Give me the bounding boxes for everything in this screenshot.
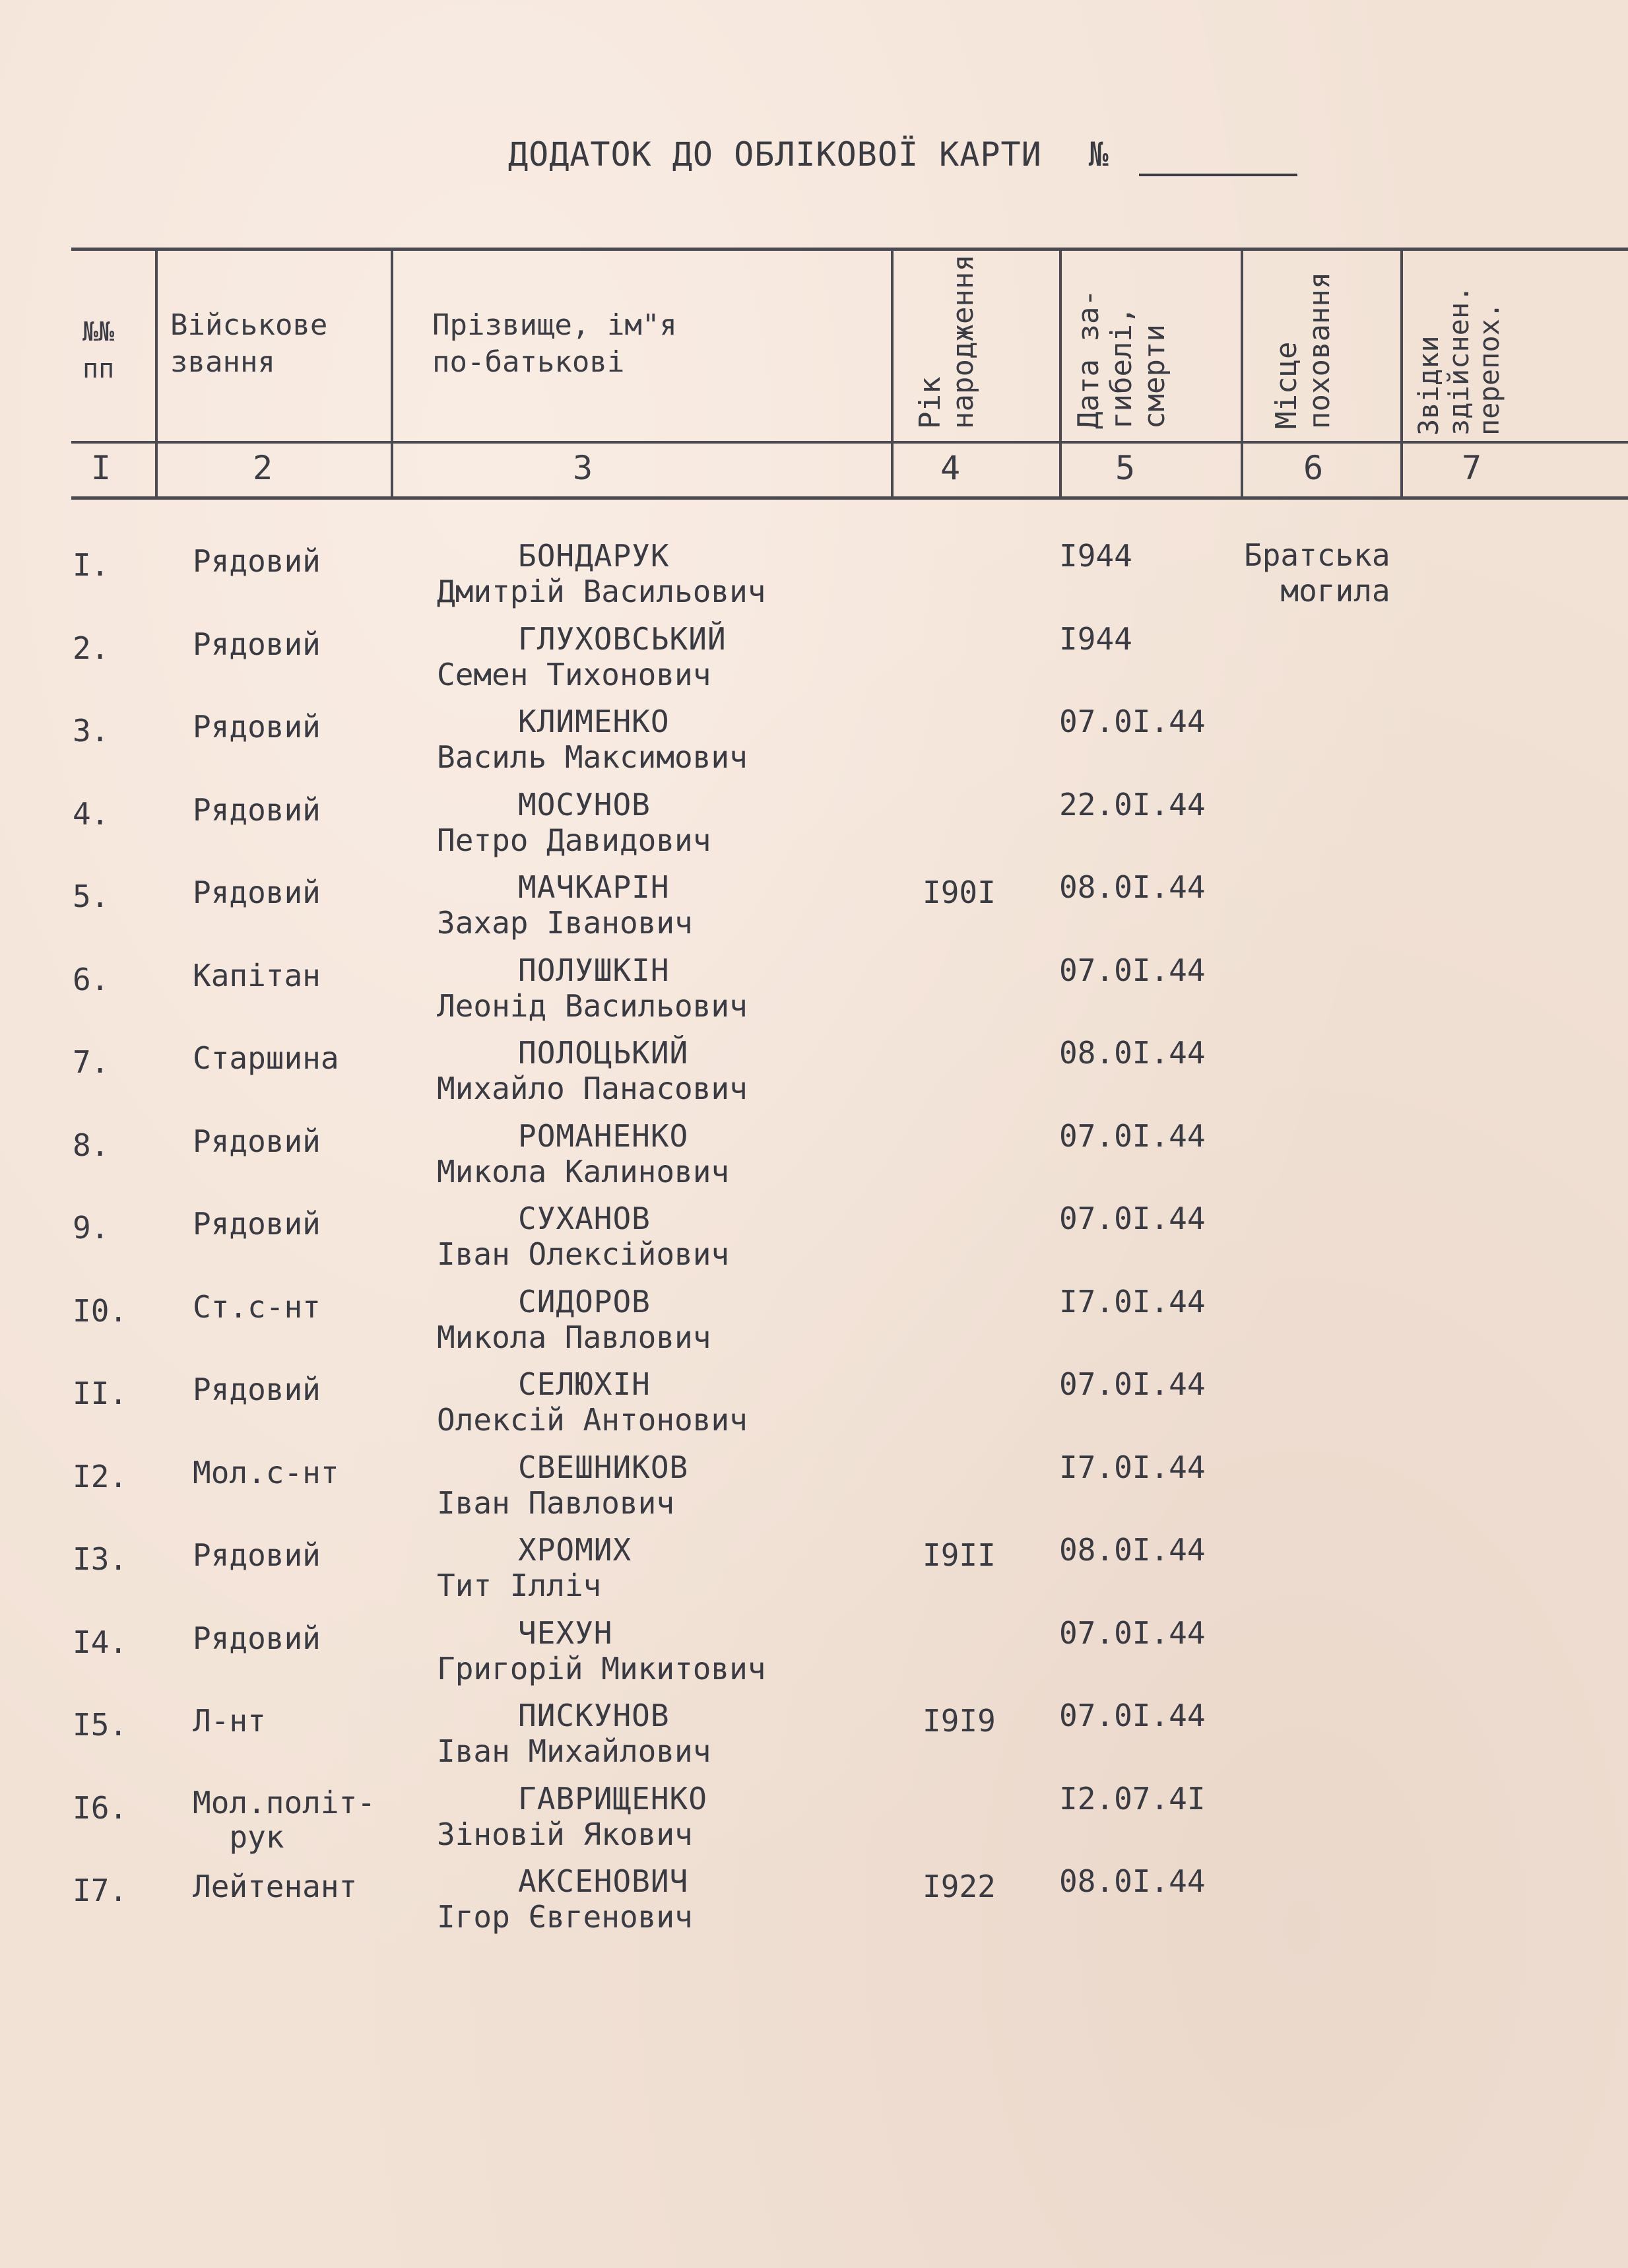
- surname: ПОЛОЦЬКИЙ: [518, 1035, 689, 1071]
- surname: СЕЛЮХІН: [518, 1366, 651, 1402]
- given-name-patronymic: Петро Давидович: [437, 822, 711, 858]
- surname: МАЧКАРІН: [518, 869, 670, 905]
- table-row: [0, 1117, 1628, 1205]
- header-mid-rule: [71, 441, 1628, 444]
- death-date: 07.0I.44: [1059, 952, 1206, 988]
- table-row: [0, 620, 1628, 708]
- table-row: [0, 1283, 1628, 1370]
- header-col-reburial-from: Звідки здійснен. перепох.: [1412, 285, 1505, 436]
- given-name-patronymic: Дмитрій Васильович: [437, 574, 766, 609]
- death-date: 07.0I.44: [1059, 1117, 1206, 1154]
- row-number: 6.: [73, 961, 110, 997]
- header-divider-1: [155, 248, 158, 498]
- military-rank: Рядовий: [193, 791, 321, 828]
- header-divider-2: [391, 248, 393, 498]
- surname: ГАВРИЩЕНКО: [518, 1780, 707, 1817]
- given-name-patronymic: Тит Ілліч: [437, 1568, 602, 1603]
- military-rank: Мол.с-нт: [193, 1454, 339, 1490]
- row-number: 9.: [73, 1210, 110, 1246]
- header-col-number: №№ пп: [82, 317, 115, 384]
- death-date: 08.0I.44: [1059, 1863, 1206, 1899]
- row-number: I0.: [73, 1292, 128, 1329]
- surname: ХРОМИХ: [518, 1532, 632, 1568]
- document-title: [508, 135, 1297, 176]
- row-number: I3.: [73, 1541, 128, 1577]
- military-rank: Рядовий: [193, 626, 321, 662]
- header-top-rule: [71, 248, 1628, 251]
- number-sign: №: [1088, 135, 1109, 174]
- burial-place: Братська могила: [1244, 537, 1390, 609]
- military-rank: Лейтенант: [193, 1869, 358, 1904]
- given-name-patronymic: Василь Максимович: [437, 739, 748, 775]
- death-date: 07.0I.44: [1059, 704, 1206, 739]
- surname: ЧЕХУН: [518, 1615, 613, 1651]
- table-row: [0, 952, 1628, 1039]
- table-row: [0, 869, 1628, 956]
- column-number-3: 3: [573, 449, 593, 487]
- death-date: 08.0I.44: [1059, 869, 1206, 905]
- military-rank: Рядовий: [193, 543, 321, 579]
- row-number: I5.: [73, 1707, 128, 1743]
- given-name-patronymic: Іван Павлович: [437, 1484, 675, 1521]
- military-rank: Рядовий: [193, 1620, 321, 1656]
- column-number-7: 7: [1462, 449, 1482, 487]
- death-date: 07.0I.44: [1059, 1366, 1206, 1402]
- surname: СВЕШНИКОВ: [518, 1449, 689, 1485]
- row-number: 4.: [73, 795, 110, 832]
- table-row: [0, 1201, 1628, 1287]
- header-col-name: Прізвище, ім"я по-батькові: [432, 308, 677, 379]
- column-number-1: I: [91, 449, 112, 487]
- surname: ПИСКУНОВ: [518, 1698, 670, 1733]
- birth-year: I9II: [923, 1537, 996, 1573]
- table-row: [0, 1780, 1628, 1867]
- birth-year: I922: [923, 1869, 996, 1904]
- table-row: [0, 1532, 1628, 1618]
- table-row: [0, 1863, 1628, 1950]
- surname: КЛИМЕНКО: [518, 704, 670, 739]
- table-row: [0, 1035, 1628, 1121]
- column-number-2: 2: [253, 449, 273, 487]
- column-number-5: 5: [1115, 449, 1136, 487]
- surname: БОНДАРУК: [518, 538, 670, 574]
- military-rank: Капітан: [193, 957, 321, 993]
- header-divider-4: [1059, 248, 1062, 498]
- header-divider-3: [891, 248, 894, 498]
- military-rank: Старшина: [193, 1040, 339, 1076]
- given-name-patronymic: Зіновій Якович: [437, 1816, 693, 1852]
- death-date: I944: [1059, 620, 1132, 657]
- death-date: I7.0I.44: [1059, 1449, 1206, 1485]
- military-rank: Мол.політ- рук: [193, 1784, 375, 1855]
- header-col-death-date: Дата за- гибелі, смерти: [1072, 289, 1171, 429]
- card-number-blank: [1139, 135, 1297, 176]
- military-rank: Ст.с-нт: [193, 1288, 321, 1325]
- row-number: 8.: [73, 1127, 110, 1163]
- table-row: [0, 1698, 1628, 1784]
- row-number: I4.: [73, 1624, 128, 1660]
- given-name-patronymic: Ігор Євгенович: [437, 1899, 693, 1935]
- military-rank: Рядовий: [193, 1206, 321, 1242]
- death-date: I944: [1059, 538, 1132, 574]
- surname: ГЛУХОВСЬКИЙ: [518, 620, 727, 657]
- surname: СУХАНОВ: [518, 1201, 651, 1236]
- header-divider-5: [1241, 248, 1243, 498]
- row-number: 2.: [73, 630, 110, 666]
- row-number: 7.: [73, 1044, 110, 1080]
- military-rank: Л-нт: [193, 1703, 266, 1739]
- death-date: 08.0I.44: [1059, 1532, 1206, 1568]
- table-row: [0, 1449, 1628, 1536]
- death-date: I2.07.4I: [1059, 1780, 1206, 1817]
- military-rank: Рядовий: [193, 1537, 321, 1573]
- surname: ПОЛУШКІН: [518, 952, 670, 988]
- given-name-patronymic: Микола Калинович: [437, 1153, 730, 1189]
- military-rank: Рядовий: [193, 1372, 321, 1407]
- row-number: I6.: [73, 1789, 128, 1826]
- header-col-burial-place: Місце поховання: [1270, 271, 1336, 429]
- row-number: I2.: [73, 1458, 128, 1494]
- column-number-6: 6: [1303, 449, 1324, 487]
- surname: РОМАНЕНКО: [518, 1117, 689, 1154]
- military-rank: Рядовий: [193, 1123, 321, 1159]
- given-name-patronymic: Леонід Васильович: [437, 987, 748, 1024]
- row-number: 5.: [73, 879, 110, 914]
- given-name-patronymic: Олексій Антонович: [437, 1402, 748, 1438]
- surname: МОСУНОВ: [518, 786, 651, 822]
- given-name-patronymic: Іван Михайлович: [437, 1733, 711, 1769]
- title-text: ДОДАТОК ДО ОБЛІКОВОЇ КАРТИ: [508, 135, 1042, 174]
- header-bottom-rule: [71, 496, 1628, 500]
- row-number: II.: [73, 1376, 128, 1411]
- death-date: 08.0I.44: [1059, 1035, 1206, 1071]
- header-col-rank: Військове звання: [170, 308, 328, 379]
- table-row: [0, 537, 1628, 624]
- row-number: 3.: [73, 713, 110, 749]
- surname: АКСЕНОВИЧ: [518, 1863, 689, 1899]
- birth-year: I9I9: [923, 1703, 996, 1739]
- given-name-patronymic: Григорій Микитович: [437, 1650, 766, 1686]
- row-number: I.: [73, 547, 110, 583]
- military-rank: Рядовий: [193, 875, 321, 910]
- death-date: I7.0I.44: [1059, 1283, 1206, 1319]
- death-date: 07.0I.44: [1059, 1201, 1206, 1236]
- given-name-patronymic: Семен Тихонович: [437, 656, 711, 692]
- birth-year: I90I: [923, 875, 996, 910]
- death-date: 07.0I.44: [1059, 1698, 1206, 1733]
- table-row: [0, 1615, 1628, 1702]
- death-date: 22.0I.44: [1059, 786, 1206, 822]
- table-row: [0, 786, 1628, 873]
- column-number-4: 4: [940, 449, 961, 487]
- given-name-patronymic: Михайло Панасович: [437, 1071, 748, 1106]
- header-divider-6: [1400, 248, 1403, 498]
- given-name-patronymic: Захар Іванович: [437, 905, 693, 941]
- given-name-patronymic: Іван Олексійович: [437, 1236, 730, 1272]
- row-number: I7.: [73, 1873, 128, 1908]
- header-col-birth-year: Рік народження: [913, 254, 980, 429]
- surname: СИДОРОВ: [518, 1283, 651, 1319]
- given-name-patronymic: Микола Павлович: [437, 1319, 711, 1355]
- table-row: [0, 704, 1628, 790]
- death-date: 07.0I.44: [1059, 1615, 1206, 1651]
- military-rank: Рядовий: [193, 709, 321, 745]
- table-row: [0, 1366, 1628, 1453]
